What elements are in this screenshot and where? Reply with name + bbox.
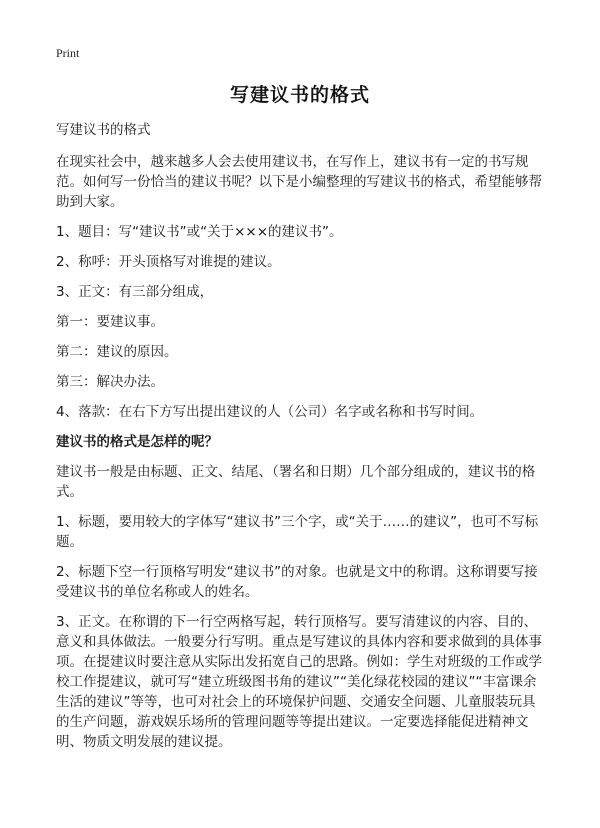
document-subtitle: 写建议书的格式 [56,122,151,138]
section-heading: 建议书的格式是怎样的呢？ [56,434,218,450]
format-item-body: 3、正文：有三部分组成， [56,284,214,300]
page-title: 写建议书的格式 [229,84,370,106]
body-part-second: 第二：建议的原因。 [56,344,178,360]
document-body [56,120,548,762]
format-item-signature: 4、落款：在右下方写出提出建议的人（公司）名字或名称和书写时间。 [56,404,484,420]
intro-paragraph: 在现实社会中，越来越多人会去使用建议书，在写作上，建议书有一定的书写规范。如何写一份恰当的建议书呢？以下是小编整理的写建议书的格式，希望能够帮助到大家。 [56,154,542,210]
section-paragraph: 建议书一般是由标题、正文、结尾、（署名和日期）几个部分组成的，建议书的格式。 [56,464,536,500]
print-label[interactable]: Print [56,46,80,60]
body-part-first: 第一：要建议事。 [56,314,164,330]
section-paragraph: 1、标题，要用较大的字体写“建议书”三个字，或“关于……的建议”，也可不写标题。 [56,514,539,550]
section-paragraph: 3、正文。在称谓的下一行空两格写起，转行顶格写。要写清建议的内容、目的、意义和具体做法。一般要分行写明。重点是写建议的具体内容和要求做到的具体事项。在提建议时要注意从实际出发拓宽自己的思路。例如：学生对班级的工作或学校工作提建议，就可写“建立班级图书角的建议”“美化绿花校园的建议”“丰富课余生活的建议”等等，也可对社会上的环境保护问题、交通安全问题、儿童服装玩具的生产问题，游戏娱乐场所的管理问题等等提出建议。一定要选择能促进精神文明、物质文明发展的建议提。 [56,614,542,750]
body-part-third: 第三：解决办法。 [56,374,164,390]
section-paragraph: 2、标题下空一行顶格写明发“建议书”的对象。也就是文中的称谓。这称谓要写接受建议书的单位名称或人的姓名。 [56,564,538,600]
format-item-salutation: 2、称呼：开头顶格写对谁提的建议。 [56,254,281,270]
format-item-title: 1、题目：写“建议书”或“关于×××的建议书”。 [56,224,343,240]
